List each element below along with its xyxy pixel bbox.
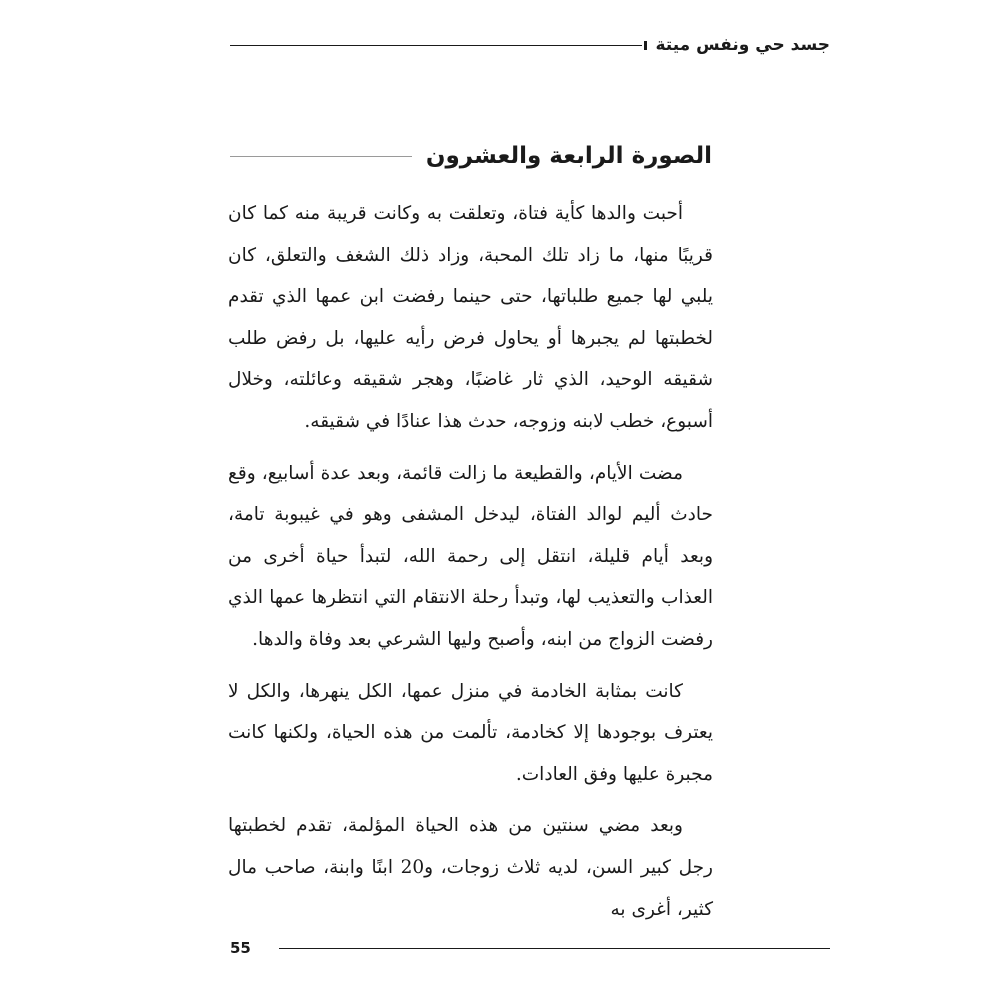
page-number: 55 (230, 939, 251, 957)
paragraph-4: وبعد مضي سنتين من هذه الحياة المؤلمة، تقدم لخطبتها رجل كبير السن، لديه ثلاث زوجات، و20 ابنًا وابنة، صاحب مال كثير، أغرى به (228, 815, 713, 920)
header-rule (230, 45, 642, 46)
running-title: جسد حي ونفس ميتة (655, 35, 830, 55)
body-text (228, 193, 713, 940)
chapter-heading (230, 136, 712, 176)
chapter-title: الصورة الرابعة والعشرون (425, 143, 712, 169)
header-tick-mark (644, 41, 647, 50)
paragraph-2: مضت الأيام، والقطيعة ما زالت قائمة، وبعد عدة أسابيع، وقع حادث أليم لوالد الفتاة، ليدخل المشفى وهو في غيبوبة تامة، وبعد أيام قليلة، انتقل إلى رحمة الله، لتبدأ حياة أخرى من العذاب والتعذيب لها، وتبدأ رحلة الانتقام التي انتظرها عمها الذي رفضت الزواج من ابنه، وأصبح وليها الشرعي بعد وفاة والدها. (228, 462, 714, 650)
chapter-rule (230, 156, 412, 157)
paragraph-1: أحبت والدها كأية فتاة، وتعلقت به وكانت قريبة منه كما كان قريبًا منها، ما زاد تلك المحبة، وزاد ذلك الشغف والتعلق، كان يلبي لها جميع طلباتها، حتى حينما رفضت ابن عمها الذي تقدم لخطبتها لم يجبرها أو يحاول فرض رأيه عليها، بل رفض طلب شقيقه الوحيد، الذي ثار غاضبًا، وهجر شقيقه وعائلته، وخلال أسبوع، خطب لابنه وزوجه، حدث هذا عنادًا في شقيقه. (228, 203, 713, 432)
running-header (230, 30, 830, 60)
footer-rule (279, 948, 830, 949)
page-footer (230, 933, 830, 963)
paragraph-3: كانت بمثابة الخادمة في منزل عمها، الكل ينهرها، والكل لا يعترف بوجودها إلا كخادمة، تألمت من هذه الحياة، ولكنها كانت مجبرة عليها وفق العادات. (228, 680, 713, 785)
